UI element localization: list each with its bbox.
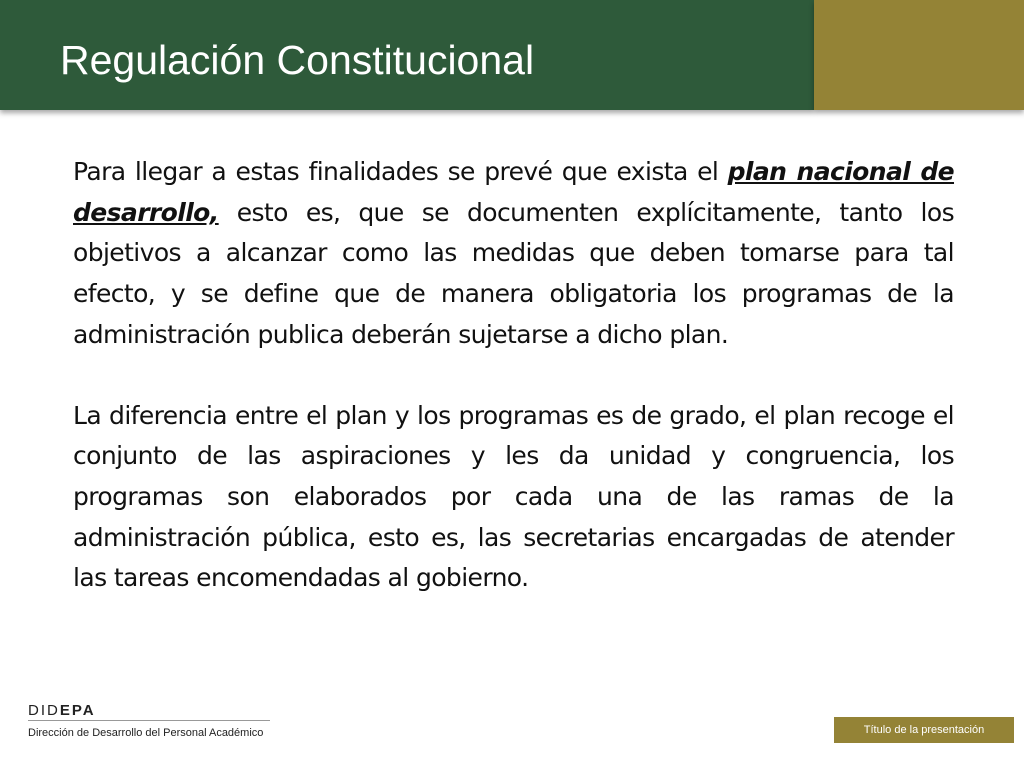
header-accent-block	[814, 0, 1024, 110]
didepa-logo	[28, 702, 96, 719]
slide-body	[73, 152, 954, 599]
paragraph-2: La diferencia entre el plan y los programas es de grado, el plan recoge el conjunto de las aspiraciones y les da unidad y congruencia, los programas son elaborados por cada una de las ramas de la administración pública, esto es, las secretarias encargadas de atender las tareas encomendadas al gobierno.	[73, 400, 954, 593]
paragraph-1-before: Para llegar a estas finalidades se prevé que exista el	[73, 157, 728, 186]
logo-divider	[28, 720, 270, 721]
slide-title: Regulación Constitucional	[60, 37, 535, 83]
logo-prefix: DID	[28, 702, 60, 719]
plan-emphasis: plan nacional de desarrollo,	[73, 157, 955, 227]
paragraph-1-after: esto es, que se documenten explícitamente, tanto los objetivos a alcanzar como las medidas que deben tomarse para tal efecto, y se define que de manera obligatoria los programas de la administración publica deberán sujetarse a dicho plan.	[73, 197, 954, 349]
presentation-title-tag: Título de la presentación	[834, 717, 1014, 743]
logo-subtitle: Dirección de Desarrollo del Personal Académico	[28, 727, 264, 739]
logo-bold: EPA	[59, 702, 96, 719]
paragraph-1	[73, 152, 954, 356]
